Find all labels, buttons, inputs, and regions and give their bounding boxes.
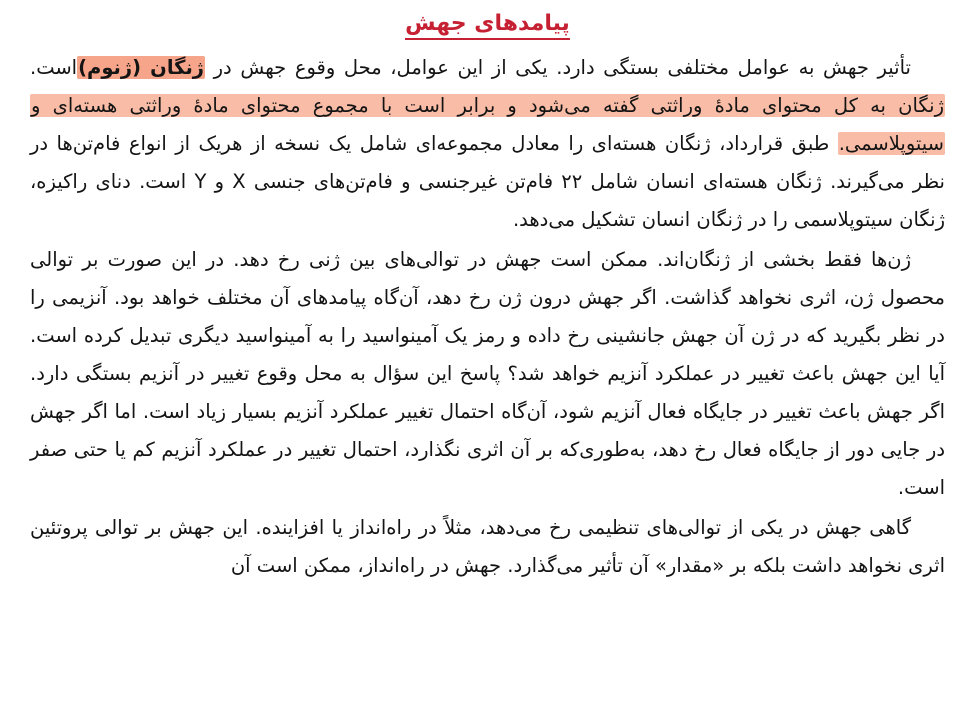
paragraph-1-lead: تأثیر جهش به عوامل مختلفی بستگی دارد. یکی از این عوامل، محل وقوع جهش در: [205, 55, 911, 79]
page-title-text: پیامدهای جهش: [405, 11, 570, 40]
paragraph-1-rest: طبق قرارداد، ژنگان هسته‌ای را معادل مجموعه‌ای شامل یک نسخه از هر‌یک از انواع فام‌تن‌ها در نظر می‌گیرند. ژنگان هسته‌ای انسان شامل ۲۲ فام‌تن غیرجنسی و فام‌تن‌های جنسی X و Y است. دنای راکیزه، ژنگان سیتوپلاسمی را در ژنگان انسان تشکیل می‌دهد.: [30, 131, 945, 231]
document-body: [30, 49, 945, 585]
highlight-genome-definition: ژنگان به کل محتوای مادهٔ وراثتی گفته می‌شود و برابر است با مجموع محتوای مادهٔ وراثتی هسته‌ای و سیتوپلاسمی.: [31, 93, 944, 155]
paragraph-3: گاهی جهش در یکی از توالی‌های تنظیمی رخ می‌دهد، مثلاً در راه‌انداز یا افزاینده. این جهش بر توالی پروتئین اثری نخواهد داشت بلکه بر «مقدار» آن تأثیر می‌گذارد. جهش در راه‌انداز، ممکن است آن: [30, 515, 945, 577]
page-title: [30, 10, 945, 39]
paragraph-2: ژن‌ها فقط بخشی از ژنگان‌اند. ممکن است جهش در توالی‌های بین ژنی رخ دهد. در این صورت بر توالی محصول ژن، اثری نخواهد گذاشت. اگر جهش درون ژن رخ دهد، آن‌گاه پیامدهای آن مختلف خواهد بود. آنزیمی را در نظر بگیرید که در ژن آن جهش جانشینی رخ داده و رمز یک آمینواسید را به آمینواسید دیگری تبدیل کرده است. آیا این جهش باعث تغییر در عملکرد آنزیم خواهد شد؟ پاسخ این سؤال به محل وقوع تغییر در آنزیم بستگی دارد. اگر جهش باعث تغییر در جایگاه فعال آنزیم شود، آن‌گاه احتمال تغییر عملکرد آنزیم بسیار زیاد است. اما اگر جهش در جایی دور از جایگاه فعال رخ دهد، به‌طوری‌که بر آن اثری نگذارد، احتمال تغییر در عملکرد آنزیم کم یا حتی صفر است.: [30, 247, 945, 499]
paragraph-1: [30, 49, 945, 239]
highlight-genome-term: ژنگان (ژنوم): [78, 55, 205, 79]
paragraph-1-mid: است.: [30, 55, 78, 79]
